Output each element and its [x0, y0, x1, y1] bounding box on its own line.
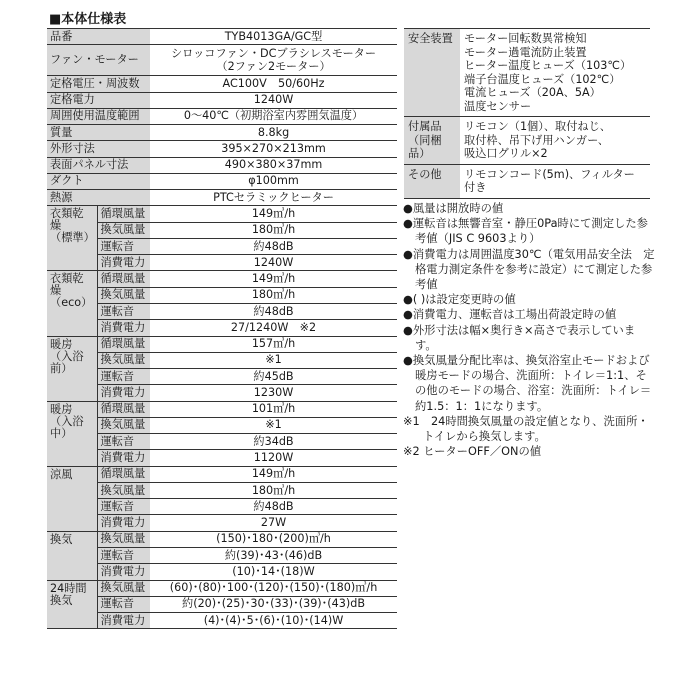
spec-row [47, 173, 397, 189]
mode-metric-value: ※1 [150, 417, 397, 433]
spec-value: 1240W [150, 92, 397, 108]
spec-value: φ100mm [150, 173, 397, 189]
mode-metric-value: 149㎥/h [150, 466, 397, 482]
spec-row [47, 157, 397, 173]
mode-metric-value: 27/1240W ※2 [150, 320, 397, 336]
spec-row [47, 45, 397, 76]
spec-row [47, 141, 397, 157]
mode-row [47, 531, 397, 547]
mode-metric-label: 循環風量 [97, 271, 150, 287]
mode-metric-label: 消費電力 [97, 450, 150, 466]
mode-metric-label: 運転音 [97, 596, 150, 612]
mode-name: 衣類乾燥 （標準） [47, 206, 97, 271]
main-spec-table [47, 28, 397, 629]
mode-metric-label: 換気風量 [97, 482, 150, 498]
mode-metric-label: 運転音 [97, 369, 150, 385]
mode-row [47, 303, 397, 319]
mode-row [47, 369, 397, 385]
spec-table-title: ■本体仕様表 [49, 12, 127, 27]
mode-metric-value: 1240W [150, 255, 397, 271]
spec-value-line: シロッコファン・DCブラシレスモーター [170, 47, 377, 61]
side-value: リモコンコード(5m)、フィルター付き [460, 164, 650, 198]
mode-metric-value: 約45dB [150, 369, 397, 385]
mode-metric-label: 運転音 [97, 434, 150, 450]
mode-metric-label: 換気風量 [97, 287, 150, 303]
spec-label: 質量 [47, 125, 150, 141]
mode-row [47, 238, 397, 254]
note-item: ※2 ヒーターOFF／ONの値 [403, 445, 542, 459]
spec-label: 定格電力 [47, 92, 150, 108]
spec-row [47, 190, 397, 206]
mode-row [47, 255, 397, 271]
mode-row [47, 336, 397, 352]
mode-name: 換気 [47, 531, 97, 580]
mode-row [47, 499, 397, 515]
mode-metric-value: 180㎥/h [150, 222, 397, 238]
spec-label: 表面パネル寸法 [47, 157, 150, 173]
mode-row [47, 385, 397, 401]
mode-metric-value: 149㎥/h [150, 206, 397, 222]
mode-name: 24時間 換気 [47, 580, 97, 629]
mode-row [47, 466, 397, 482]
spec-row [47, 76, 397, 92]
mode-metric-label: 消費電力 [97, 385, 150, 401]
mode-row [47, 271, 397, 287]
mode-metric-label: 消費電力 [97, 255, 150, 271]
mode-name: 暖房 （入浴前） [47, 336, 97, 401]
mode-row [47, 287, 397, 303]
spec-value-line: （2ファン2モーター） [216, 60, 331, 74]
mode-metric-value: 約48dB [150, 303, 397, 319]
mode-row [47, 450, 397, 466]
mode-metric-label: 換気風量 [97, 580, 150, 596]
spec-value: 8.8kg [150, 125, 397, 141]
mode-row [47, 515, 397, 531]
spec-row [47, 92, 397, 108]
note-item: ●運転音は無響音室・静圧0Pa時にて測定した参考値（JIS C 9603より） [403, 217, 648, 246]
mode-row [47, 580, 397, 596]
mode-metric-label: 換気風量 [97, 352, 150, 368]
note-item: ●消費電力は周囲温度30℃（電気用品安全法 定格電力測定条件を参考に設定）にて測定した参考値 [403, 247, 655, 292]
mode-metric-label: 換気風量 [97, 531, 150, 547]
mode-metric-value: ※1 [150, 352, 397, 368]
spec-row [47, 125, 397, 141]
note-item: ●風量は開放時の値 [403, 202, 504, 215]
side-row [404, 117, 650, 165]
mode-metric-value: 約48dB [150, 238, 397, 254]
mode-metric-label: 換気風量 [97, 417, 150, 433]
mode-metric-value: 101㎥/h [150, 401, 397, 417]
note-item: ●( )は設定変更時の値 [403, 293, 516, 307]
spec-label: 品番 [47, 29, 150, 45]
mode-row [47, 320, 397, 336]
spec-row [47, 29, 397, 45]
spec-value: 490×380×37mm [150, 157, 397, 173]
side-value: モーター回転数異常検知 モーター過電流防止装置 ヒーター温度ヒューズ（103℃） 端子台温度ヒューズ（102℃） 電流ヒューズ（20A、5A） 温度センサー [460, 29, 650, 117]
mode-metric-label: 循環風量 [97, 206, 150, 222]
mode-metric-label: 換気風量 [97, 222, 150, 238]
mode-metric-label: 循環風量 [97, 466, 150, 482]
spec-value: 0〜40℃（初期浴室内雰囲気温度） [150, 108, 397, 124]
mode-metric-value: 1120W [150, 450, 397, 466]
mode-metric-value: 約(39)･43･(46)dB [150, 547, 397, 563]
mode-row [47, 352, 397, 368]
mode-metric-value: 約(20)･(25)･30･(33)･(39)･(43)dB [150, 596, 397, 612]
mode-metric-value: (10)･14･(18)W [150, 564, 397, 580]
mode-metric-label: 運転音 [97, 547, 150, 563]
spec-value: TYB4013GA/GC型 [150, 29, 397, 45]
note-item: ●外形寸法は幅×奥行き×高さで表示しています。 [403, 323, 636, 352]
mode-name: 涼風 [47, 466, 97, 531]
mode-row [47, 547, 397, 563]
mode-row [47, 613, 397, 629]
mode-metric-label: 運転音 [97, 303, 150, 319]
mode-metric-value: 約34dB [150, 434, 397, 450]
mode-metric-value: (4)･(4)･5･(6)･(10)･(14)W [150, 613, 397, 629]
spec-value [150, 45, 397, 76]
spec-label: 周囲使用温度範囲 [47, 108, 150, 124]
mode-metric-value: 180㎥/h [150, 482, 397, 498]
side-value: リモコン（1個）、取付ねじ、 取付枠、吊下げ用ハンガー、 吸込口グリル×2 [460, 117, 650, 165]
spec-label: ダクト [47, 173, 150, 189]
mode-metric-value: (60)･(80)･100･(120)･(150)･(180)㎥/h [150, 580, 397, 596]
mode-metric-value: 1230W [150, 385, 397, 401]
mode-row [47, 434, 397, 450]
mode-metric-label: 消費電力 [97, 515, 150, 531]
side-spec-table [404, 28, 650, 199]
spec-label: 熱源 [47, 190, 150, 206]
mode-row [47, 564, 397, 580]
mode-metric-value: 149㎥/h [150, 271, 397, 287]
spec-value: AC100V 50/60Hz [150, 76, 397, 92]
side-label: その他 [404, 164, 460, 198]
spec-value: 395×270×213mm [150, 141, 397, 157]
mode-name: 暖房 （入浴中） [47, 401, 97, 466]
mode-metric-value: 27W [150, 515, 397, 531]
mode-metric-value: (150)･180･(200)㎥/h [150, 531, 397, 547]
mode-row [47, 417, 397, 433]
mode-row [47, 222, 397, 238]
side-label: 付属品 （同梱品） [404, 117, 460, 165]
side-row [404, 164, 650, 198]
note-item: ※1 24時間換気風量の設定値となり、洗面所・トイレから換気します。 [403, 414, 649, 444]
mode-name: 衣類乾燥 （eco） [47, 271, 97, 336]
spec-label: ファン・モーター [47, 45, 150, 76]
mode-metric-label: 循環風量 [97, 401, 150, 417]
spec-label: 外形寸法 [47, 141, 150, 157]
mode-metric-label: 運転音 [97, 238, 150, 254]
mode-metric-label: 消費電力 [97, 320, 150, 336]
mode-metric-label: 消費電力 [97, 564, 150, 580]
mode-metric-label: 運転音 [97, 499, 150, 515]
mode-metric-value: 157㎥/h [150, 336, 397, 352]
spec-label: 定格電圧・周波数 [47, 76, 150, 92]
mode-row [47, 482, 397, 498]
side-row [404, 29, 650, 117]
spec-row [47, 108, 397, 124]
notes-list [403, 201, 655, 459]
mode-row [47, 206, 397, 222]
mode-metric-value: 約48dB [150, 499, 397, 515]
mode-metric-value: 180㎥/h [150, 287, 397, 303]
mode-row [47, 401, 397, 417]
mode-row [47, 596, 397, 612]
side-label: 安全装置 [404, 29, 460, 117]
note-item: ●消費電力、運転音は工場出荷設定時の値 [403, 308, 617, 322]
note-item: ●換気風量分配比率は、換気浴室止モードおよび暖房モードの場合、洗面所：トイレ＝1:1、その他のモードの場合、浴室：洗面所：トイレ＝約1.5：1：1になります。 [403, 354, 652, 413]
mode-metric-label: 循環風量 [97, 336, 150, 352]
spec-value: PTCセラミックヒーター [150, 190, 397, 206]
mode-metric-label: 消費電力 [97, 613, 150, 629]
